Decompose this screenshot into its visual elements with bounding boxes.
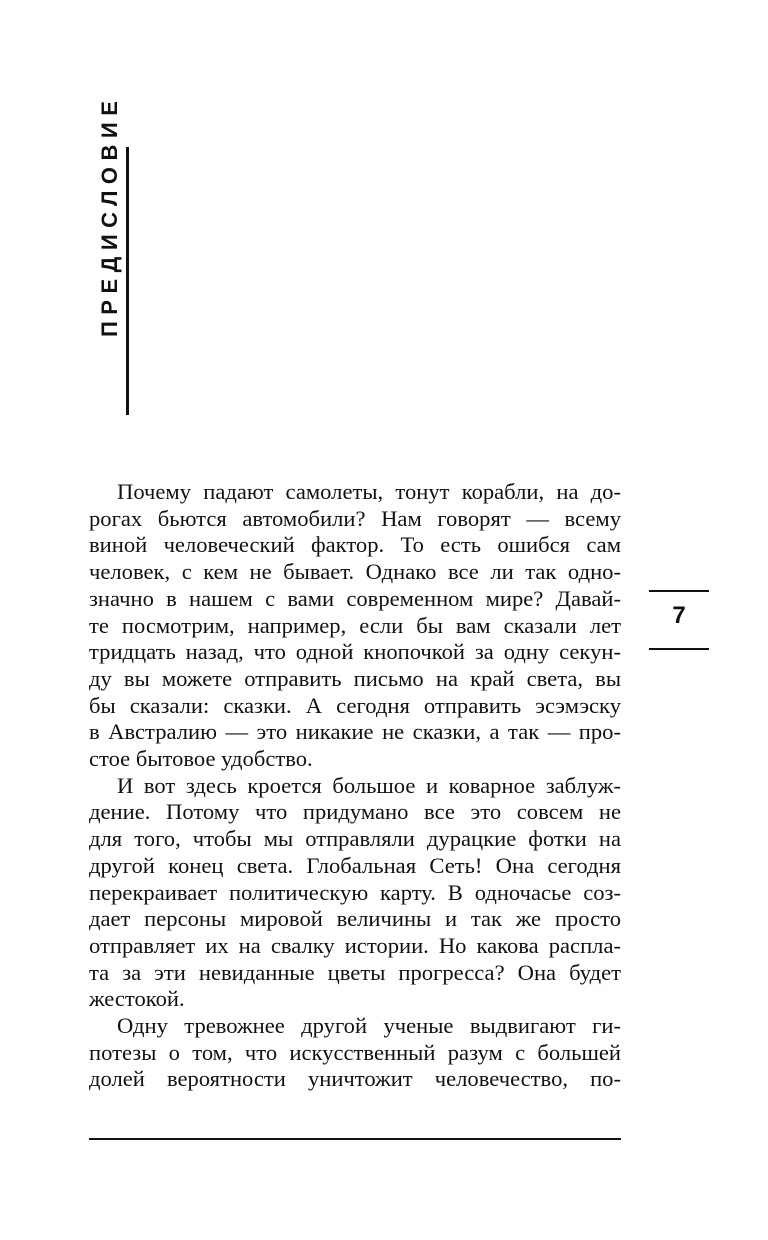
paragraph-2 <box>89 773 621 1013</box>
text-line: долей вероятности уничтожит человечество, по- <box>89 1066 621 1092</box>
text-line: для того, чтобы мы отправляли дурацкие фотки на <box>89 826 621 852</box>
paragraph-1 <box>89 479 621 773</box>
vertical-rule <box>126 147 129 415</box>
text-line: потезы о том, что искусственный разум с большей <box>89 1039 621 1065</box>
text-line: отправляет их на свалку истории. Но какова распла- <box>89 932 621 958</box>
page-number-bottom-rule <box>649 648 709 650</box>
text-line: дает персоны мировой величины и так же просто <box>89 906 621 932</box>
text-line: рогах бьются автомобили? Нам говорят — всему <box>89 505 621 531</box>
body-text <box>89 479 621 1093</box>
text-line: виной человеческий фактор. То есть ошибся сам <box>89 532 621 558</box>
text-line: бы сказали: сказки. А сегодня отправить эсэмэску <box>89 692 621 718</box>
bottom-rule <box>89 1138 621 1140</box>
text-line: перекраивает политическую карту. В одночасье соз- <box>89 879 621 905</box>
section-title: ПРЕДИСЛОВИЕ <box>97 94 122 337</box>
page-number-top-rule <box>649 590 709 592</box>
text-line: ду вы можете отправить письмо на край света, вы <box>89 665 621 691</box>
text-line: дение. Потому что придумано все это совсем не <box>89 799 621 825</box>
text-line: человек, с кем не бывает. Однако все ли так одно- <box>89 559 621 585</box>
paragraph-3 <box>89 1013 621 1093</box>
text-line: И вот здесь кроется большое и коварное заблуж- <box>117 772 621 798</box>
text-line: жестокой. <box>89 986 185 1012</box>
text-line: тридцать назад, что одной кнопочкой за одну секун- <box>89 639 621 665</box>
page-number: 7 <box>672 602 686 629</box>
text-line: Почему падают самолеты, тонут корабли, на до- <box>117 479 621 504</box>
text-line: в Австралию — это никакие не сказки, а так — про- <box>89 719 621 745</box>
text-line: значно в нашем с вами современном мире? Давай- <box>89 585 621 611</box>
text-line: те посмотрим, например, если бы вам сказали лет <box>89 612 621 638</box>
text-line: стое бытовое удобство. <box>89 746 313 772</box>
text-line: та за эти невиданные цветы прогресса? Она будет <box>89 959 621 985</box>
text-line: другой конец света. Глобальная Сеть! Она сегодня <box>89 852 621 878</box>
page-number-block <box>649 590 709 650</box>
text-line: Одну тревожнее другой ученые выдвигают ги- <box>117 1013 621 1039</box>
